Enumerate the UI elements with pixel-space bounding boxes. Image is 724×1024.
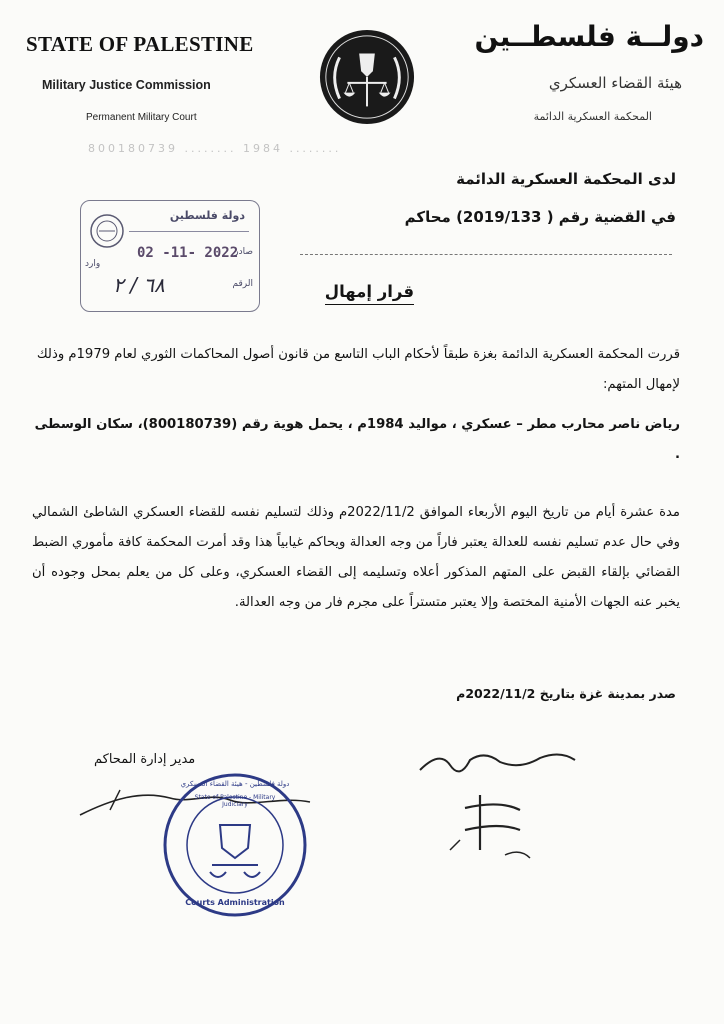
- stamp-number: ٦٨ / ٢: [113, 273, 165, 297]
- header-court-ar: المحكمة العسكرية الدائمة: [533, 110, 652, 123]
- courts-administration-seal: [160, 770, 310, 920]
- stamp-issued-label: صادر: [234, 247, 253, 257]
- court-line: لدى المحكمة العسكرية الدائمة: [456, 170, 676, 188]
- stamp-rule: [129, 231, 249, 232]
- director-label: مدير إدارة المحاكم: [94, 752, 196, 767]
- seal-arabic-text: دولة فلسطين - هيئة القضاء العسكري: [180, 780, 290, 788]
- judge-signature-icon: [410, 730, 580, 870]
- incoming-stamp: [80, 200, 260, 312]
- faint-reference: 800180739 ........ 1984 ........: [88, 142, 342, 155]
- seal-bottom-text: Courts Administration: [185, 898, 285, 907]
- stamp-number-label: الرقم: [232, 279, 253, 289]
- header-title-ar: دولــة فلسطــين: [474, 20, 704, 53]
- stamp-date: 02 -11- 2022: [137, 245, 239, 261]
- header-court-en: Permanent Military Court: [86, 112, 197, 123]
- seal-english-text: State of Palestine - Military Judiciary: [194, 794, 276, 808]
- body-paragraph-1: قررت المحكمة العسكرية الدائمة بغزة طبقاً لأحكام الباب التاسع من قانون أصول المحاكمات الثوري لعام 1979م وذلك لإمهال المتهم:: [36, 347, 680, 392]
- decision-title: قرار إمهال: [325, 282, 414, 305]
- stamp-received-label: وارد: [85, 259, 101, 269]
- case-number-line: في القضية رقم ( 2019/133) محاكم: [404, 208, 676, 226]
- body-paragraph-2: رياض ناصر محارب مطر – عسكري ، مواليد 1984م ، يحمل هوية رقم (800180739)، سكان الوسطى .: [34, 417, 680, 462]
- header-title-en: STATE OF PALESTINE: [26, 32, 254, 56]
- header-commission-ar: هيئة القضاء العسكري: [548, 74, 682, 92]
- divider: [300, 254, 672, 255]
- body-paragraph-3: مدة عشرة أيام من تاريخ اليوم الأربعاء الموافق 2022/11/2م وذلك لتسليم نفسه للقضاء العسكري الشاطئ الشمالي وفي حال عدم تسليم نفسه للعدالة يعتبر فاراً من وجه العدالة ويحاكم غيابياً هذا وقد أمرت المحكمة كافة مأموري الضبط القضائي بإلقاء القبض على المتهم المذكور أعلاه وتسليمه إلى القضاء العسكري، وعلى كل من يعلم بمحل وجوده أن يخبر عنه الجهات الأمنية المختصة وإلا يعتبر متستراً على مجرم فار من وجه العدالة.: [32, 505, 680, 610]
- court-emblem-scales-icon: [318, 28, 416, 126]
- stamp-org: دولة فلسطين: [169, 209, 245, 222]
- header-commission-en: Military Justice Commission: [42, 78, 211, 92]
- issued-line: صدر بمدينة غزة بتاريخ 2022/11/2م: [456, 686, 676, 701]
- stamp-emblem-icon: [89, 213, 125, 249]
